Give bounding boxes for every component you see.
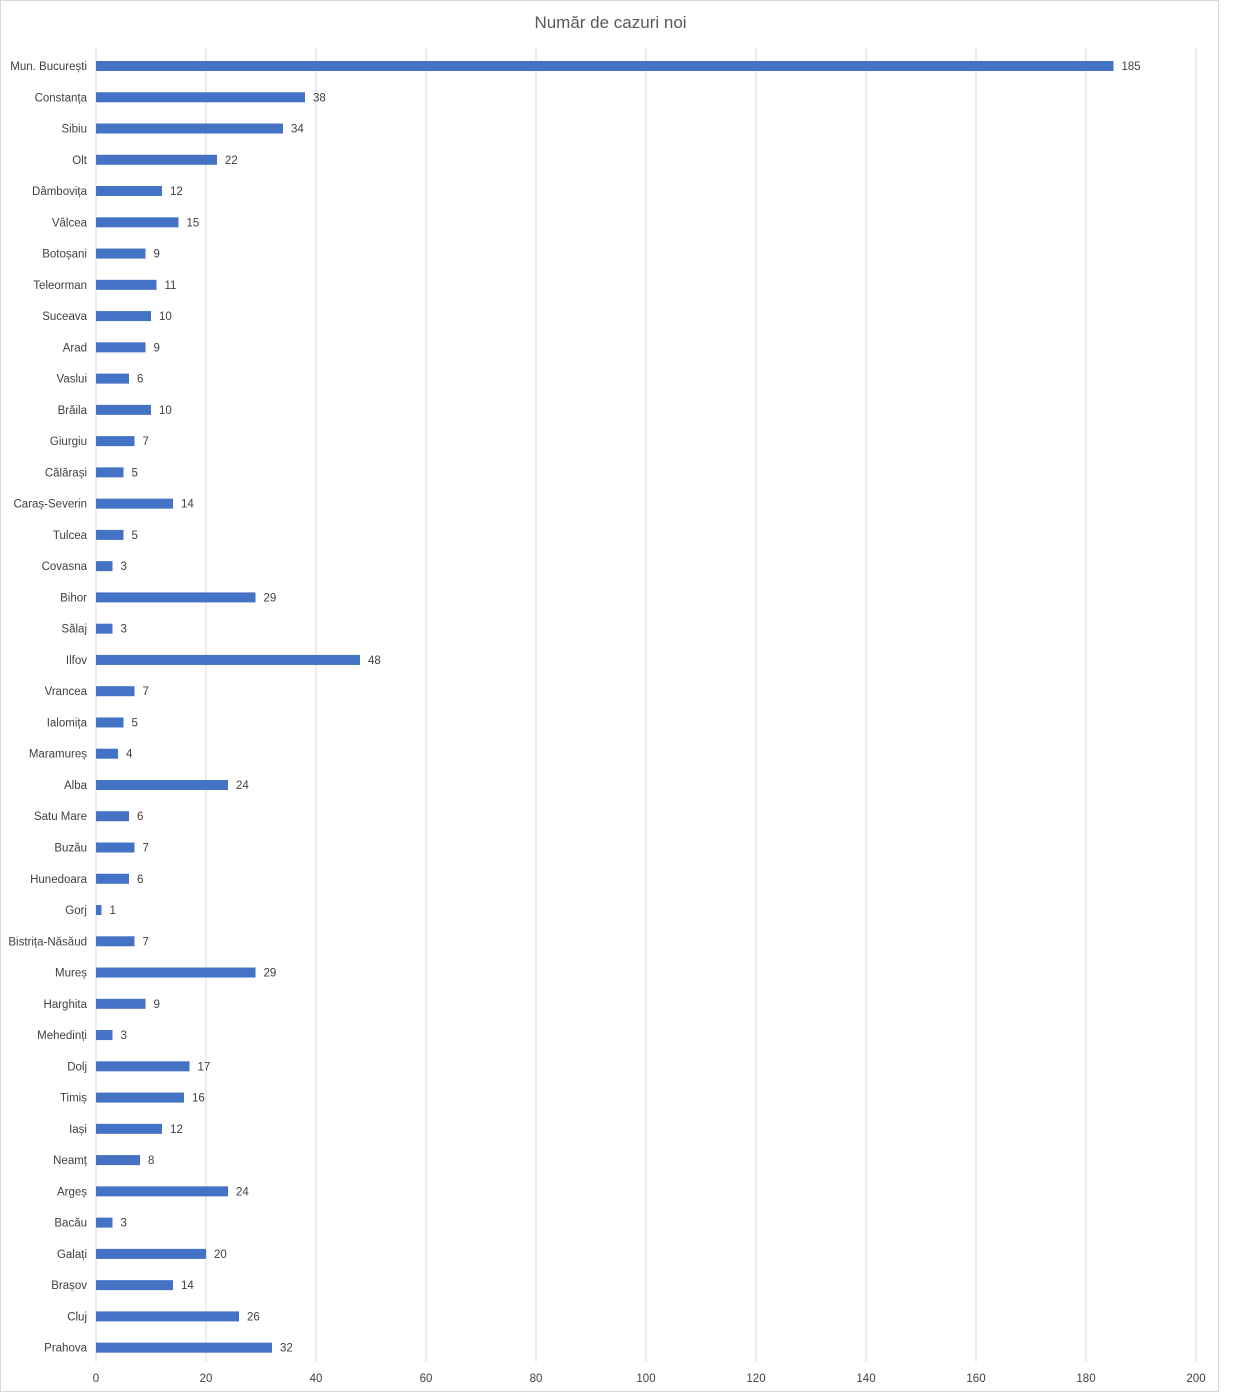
category-label: Buzău [54,842,87,855]
data-label: 3 [120,623,127,636]
bar [96,61,1114,71]
category-label: Gorj [65,905,87,918]
category-label: Dolj [67,1061,87,1074]
data-label: 34 [291,123,304,136]
data-label: 29 [263,592,277,605]
category-label: Prahova [44,1342,87,1355]
bar [96,592,256,602]
bars [96,61,1114,1353]
category-label: Tulcea [52,529,87,542]
x-tick-label: 120 [746,1373,766,1385]
data-label: 8 [148,1155,155,1168]
category-label: Satu Mare [33,811,87,824]
bar [96,1249,206,1259]
bar [96,686,135,696]
x-tick-label: 20 [199,1373,213,1385]
bar [96,1155,140,1165]
bar [96,1093,184,1103]
category-label: Sălaj [61,623,87,636]
category-label: Brașov [51,1280,87,1293]
data-label: 5 [131,529,138,542]
data-label: 22 [225,154,238,167]
data-label: 12 [170,1123,183,1136]
bar [96,249,146,259]
bar [96,1280,173,1290]
data-label: 11 [164,279,177,292]
category-label: Timiș [59,1092,87,1105]
data-label: 3 [120,561,127,574]
category-label: Teleorman [33,279,87,292]
data-label: 7 [142,436,149,449]
bar [96,780,228,790]
bar [96,655,360,665]
x-tick-label: 200 [1186,1373,1206,1385]
category-label: Hunedoara [30,873,87,886]
data-label: 6 [137,373,144,386]
data-label: 14 [181,1280,194,1293]
category-label: Ialomița [46,717,87,730]
category-label: Olt [72,154,87,167]
category-label: Mehedinți [37,1030,87,1043]
data-label: 20 [214,1248,227,1261]
bar-chart [1,1,1220,1393]
category-label: Bacău [54,1217,87,1230]
data-label: 14 [181,498,194,511]
bar [96,1030,113,1040]
category-label: Arad [62,342,87,355]
data-label: 24 [236,779,249,792]
category-label: Bihor [60,592,87,605]
category-label: Alba [63,779,87,792]
data-label: 5 [131,717,138,730]
category-label: Mun. București [10,61,87,73]
data-label: 15 [186,217,200,230]
data-label: 3 [120,1217,127,1230]
data-label: 17 [197,1061,211,1074]
category-label: Harghita [43,998,87,1011]
bar [96,1218,113,1228]
x-tick-label: 80 [529,1373,543,1385]
data-label: 32 [280,1342,293,1355]
bar [96,436,135,446]
data-label: 24 [236,1186,249,1199]
bar [96,124,283,134]
bar [96,405,151,415]
category-label: Dâmbovița [32,186,87,199]
category-label: Vâlcea [51,217,87,230]
bar [96,1186,228,1196]
bar [96,374,129,384]
bar [96,217,179,227]
data-label: 5 [131,467,138,480]
data-label: 10 [159,311,172,324]
bar [96,280,157,290]
bar [96,467,124,477]
category-label: Brăila [57,404,87,417]
bar [96,186,162,196]
bar [96,1343,272,1353]
data-label: 12 [170,186,183,199]
x-tick-label: 100 [636,1373,656,1385]
category-label: Caraș-Severin [13,498,87,511]
data-label: 10 [159,404,172,417]
bar [96,155,217,165]
bar [96,811,129,821]
bar [96,624,113,634]
category-label: Galați [56,1248,87,1261]
x-tick-labels [93,1373,1206,1385]
bar [96,561,113,571]
data-label: 9 [153,342,160,355]
data-label: 185 [1121,61,1141,73]
category-labels [8,61,87,1355]
bar [96,717,124,727]
data-label: 3 [120,1030,127,1043]
chart-title: Număr de cazuri noi [534,13,687,32]
bar [96,1124,162,1134]
category-label: Botoșani [42,248,87,261]
bar [96,92,305,102]
category-label: Mureș [55,967,87,980]
bar [96,530,124,540]
data-label: 38 [313,92,326,105]
data-label: 16 [192,1092,205,1105]
category-label: Maramureș [28,748,87,761]
grid-lines [96,48,1196,1362]
category-label: Cluj [67,1311,87,1324]
bar [96,999,146,1009]
data-label: 6 [137,811,144,824]
category-label: Ilfov [65,654,87,667]
data-label: 4 [126,748,133,761]
category-label: Suceava [42,311,87,324]
bar [96,968,256,978]
data-label: 7 [142,686,149,699]
data-label: 48 [368,654,381,667]
bar [96,1061,190,1071]
data-label: 1 [109,905,116,918]
x-tick-label: 60 [419,1373,433,1385]
category-label: Vrancea [44,686,87,699]
category-label: Neamț [53,1155,87,1168]
bar [96,874,129,884]
category-label: Giurgiu [49,436,87,449]
data-label: 9 [153,998,160,1011]
x-tick-label: 40 [309,1373,323,1385]
data-label: 7 [142,936,149,949]
data-label: 29 [263,967,277,980]
bar [96,749,118,759]
x-tick-label: 140 [856,1373,876,1385]
bar [96,311,151,321]
category-label: Constanța [34,92,87,105]
data-label: 7 [142,842,149,855]
data-labels [110,61,1141,1355]
category-label: Argeș [56,1186,87,1199]
category-label: Vaslui [56,373,87,386]
bar [96,342,146,352]
bar [96,936,135,946]
x-tick-label: 0 [92,1373,100,1385]
category-label: Sibiu [61,123,87,136]
category-label: Covasna [41,561,87,574]
x-tick-label: 160 [966,1373,986,1385]
bar [96,905,102,915]
category-label: Bistrița-Năsăud [8,936,87,949]
x-tick-label: 180 [1076,1373,1096,1385]
bar [96,499,173,509]
data-label: 6 [137,873,144,886]
data-label: 26 [247,1311,260,1324]
category-label: Iași [69,1123,87,1136]
data-label: 9 [153,248,160,261]
bar [96,843,135,853]
category-label: Călărași [44,467,87,480]
bar [96,1311,239,1321]
